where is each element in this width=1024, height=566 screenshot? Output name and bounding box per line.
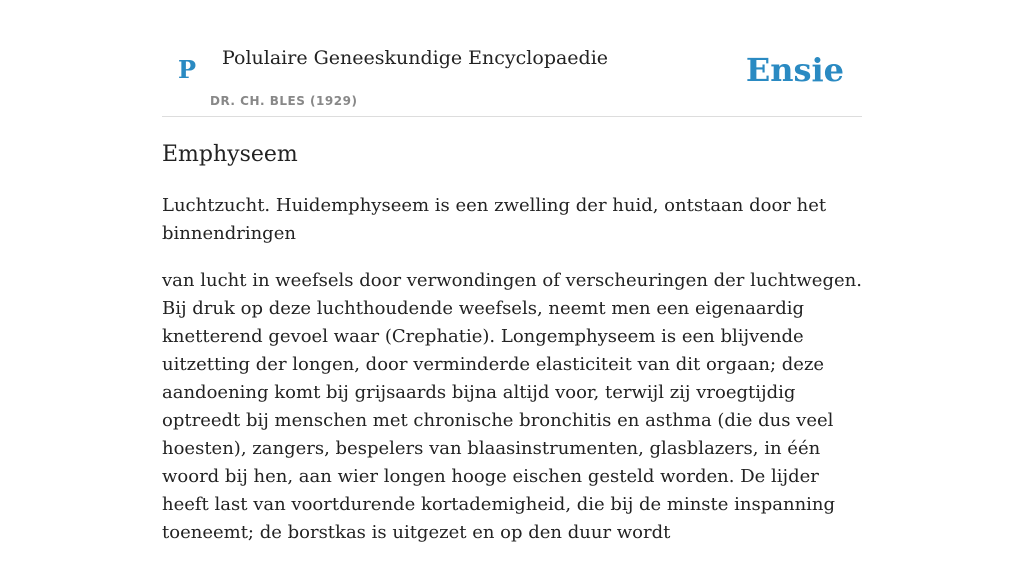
article-title: Emphyseem xyxy=(162,142,298,167)
publication-author: DR. CH. BLES (1929) xyxy=(210,94,358,108)
publication-header xyxy=(162,0,862,117)
article-body xyxy=(162,192,862,566)
publication-title[interactable]: Polulaire Geneeskundige Encyclopaedie xyxy=(222,47,609,69)
article-paragraph: Luchtzucht. Huidemphyseem is een zwelling der huid, ontstaan door het binnendringen xyxy=(162,195,827,244)
brand-logo[interactable]: Ensie xyxy=(745,51,844,89)
article-paragraph: van lucht in weefsels door verwondingen of verscheuringen der luchtwegen. Bij druk op deze luchthoudende weefsels, neemt men een eigenaardig knetterend gevoel waar (Crephatie). Longemphyseem is een blijvende uitzetting der longen, door verminderde elasticiteit van dit orgaan; deze aandoening komt bij grijsaards bijna altijd voor, terwijl zij vroegtijdig optreedt bij menschen met chronische bronchitis en asthma (die dus veel hoesten), zangers, bespelers van blaasinstrumenten, glasblazers, in één woord bij hen, aan wier longen hooge eischen gesteld worden. De lijder heeft last van voortdurende kortademigheid, die bij de minste inspanning toeneemt; de borstkas is uitgezet en op den duur wordt xyxy=(162,270,862,543)
publication-logo[interactable]: P xyxy=(178,55,197,84)
